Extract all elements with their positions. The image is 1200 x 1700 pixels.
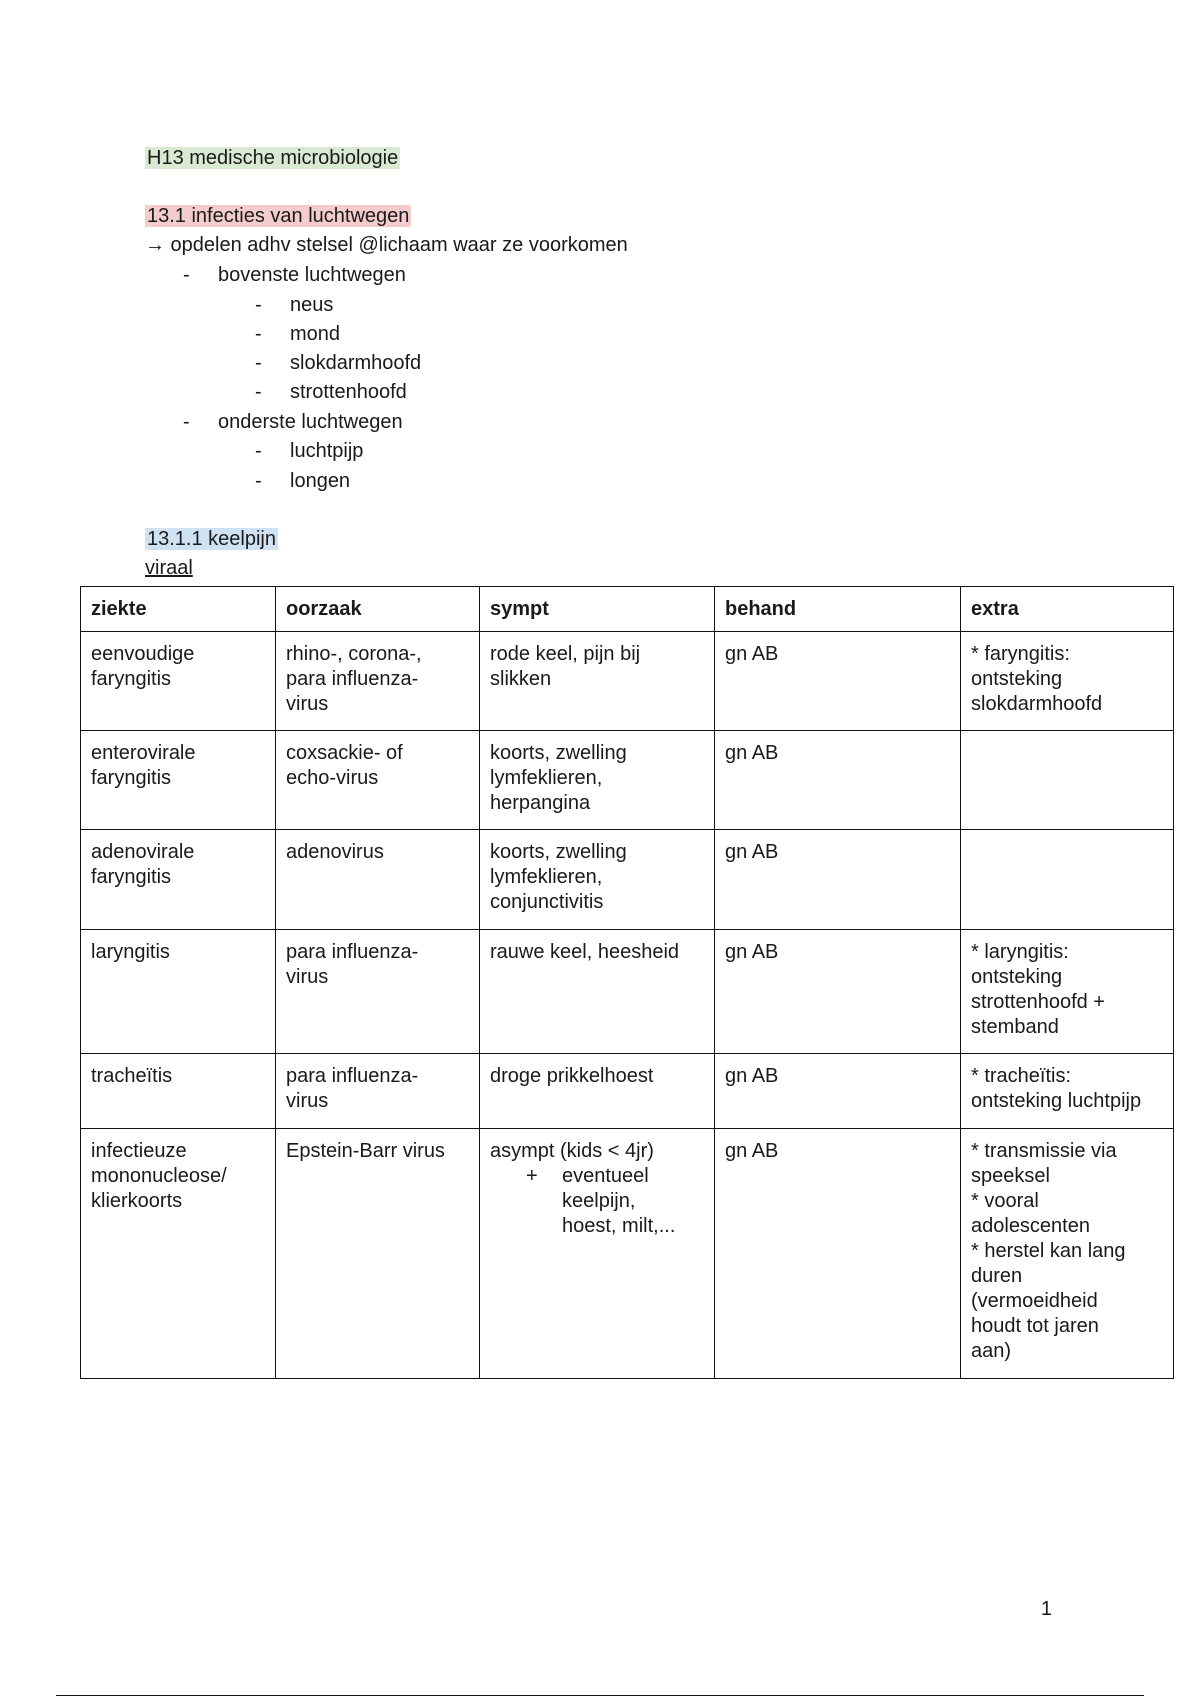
outline-lower-label: onderste luchtwegen <box>218 411 403 433</box>
outline-upper-item: neus <box>290 294 334 316</box>
page-number: 1 <box>1040 1598 1052 1620</box>
cell-extra <box>961 830 1174 930</box>
sympt-sub-bullet <box>526 1164 704 1239</box>
cell-ziekte: tracheïtis <box>81 1054 276 1129</box>
column-header-ziekte: ziekte <box>81 587 276 632</box>
cell-ziekte: infectieuze mononucleose/ klierkoorts <box>81 1129 276 1379</box>
outline-upper-label: bovenste luchtwegen <box>218 264 406 286</box>
table-row <box>81 830 1174 930</box>
cell-behand: gn AB <box>715 632 961 731</box>
column-header-oorzaak: oorzaak <box>276 587 480 632</box>
outline-upper-item: strottenhoofd <box>290 381 407 403</box>
table-row <box>81 1129 1174 1379</box>
cell-oorzaak: para influenza- virus <box>276 1054 480 1129</box>
bullet-dash: - <box>255 294 262 316</box>
cell-oorzaak: para influenza- virus <box>276 930 480 1054</box>
document-title <box>145 145 400 171</box>
sympt-sub-text: eventueel keelpijn, hoest, milt,... <box>562 1165 676 1237</box>
cell-ziekte: adenovirale faryngitis <box>81 830 276 930</box>
cell-sympt: rode keel, pijn bij slikken <box>480 632 715 731</box>
viral-sore-throat-table <box>80 586 1174 1379</box>
cell-oorzaak: adenovirus <box>276 830 480 930</box>
table-header-row <box>81 587 1174 632</box>
section-heading <box>145 203 411 229</box>
cell-oorzaak: rhino-, corona-, para influenza- virus <box>276 632 480 731</box>
cell-behand: gn AB <box>715 1054 961 1129</box>
column-header-extra: extra <box>961 587 1174 632</box>
cell-behand: gn AB <box>715 830 961 930</box>
cell-sympt: rauwe keel, heesheid <box>480 930 715 1054</box>
column-header-sympt: sympt <box>480 587 715 632</box>
cell-behand: gn AB <box>715 930 961 1054</box>
bullet-dash: - <box>255 352 262 374</box>
cell-extra: * tracheïtis: ontsteking luchtpijp <box>961 1054 1174 1129</box>
cell-sympt <box>480 1129 715 1379</box>
cell-extra <box>961 731 1174 830</box>
cell-sympt: droge prikkelhoest <box>480 1054 715 1129</box>
cell-ziekte: laryngitis <box>81 930 276 1054</box>
table-row <box>81 632 1174 731</box>
section-heading-text: 13.1 infecties van luchtwegen <box>147 205 410 227</box>
outline-upper-item: slokdarmhoofd <box>290 352 422 374</box>
outline-lower-item: luchtpijp <box>290 440 364 462</box>
table-row <box>81 930 1174 1054</box>
intro-line: → opdelen adhv stelsel @lichaam waar ze voorkomen <box>145 234 628 256</box>
cell-ziekte: enterovirale faryngitis <box>81 731 276 830</box>
outline-upper-item: mond <box>290 323 341 345</box>
bullet-dash: - <box>255 470 262 492</box>
bullet-dash: - <box>255 381 262 403</box>
cell-sympt: koorts, zwelling lymfeklieren, conjunctivitis <box>480 830 715 930</box>
bullet-dash: - <box>183 264 190 286</box>
bullet-dash: - <box>255 440 262 462</box>
cell-sympt-main: asympt (kids < 4jr) <box>490 1140 654 1162</box>
cell-behand: gn AB <box>715 1129 961 1379</box>
column-header-behand: behand <box>715 587 961 632</box>
footer-divider <box>56 1695 1144 1696</box>
plus-bullet-mark: + <box>526 1165 538 1187</box>
cell-ziekte: eenvoudige faryngitis <box>81 632 276 731</box>
cell-extra: * laryngitis: ontsteking strottenhoofd + stemband <box>961 930 1174 1054</box>
cell-sympt: koorts, zwelling lymfeklieren, herpangina <box>480 731 715 830</box>
cell-behand: gn AB <box>715 731 961 830</box>
cell-oorzaak: coxsackie- of echo-virus <box>276 731 480 830</box>
subsection-note: viraal <box>145 557 193 579</box>
bullet-dash: - <box>183 411 190 433</box>
table-row <box>81 1054 1174 1129</box>
subsection-heading-text: 13.1.1 keelpijn <box>147 528 276 550</box>
bullet-dash: - <box>255 323 262 345</box>
document-title-text: H13 medische microbiologie <box>147 147 399 169</box>
cell-extra: * transmissie via speeksel * vooral adolescenten * herstel kan lang duren (vermoeidheid houdt tot jaren aan) <box>961 1129 1174 1379</box>
table-row <box>81 731 1174 830</box>
outline-lower-item: longen <box>290 470 351 492</box>
subsection-heading <box>145 526 278 552</box>
cell-extra: * faryngitis: ontsteking slokdarmhoofd <box>961 632 1174 731</box>
cell-oorzaak: Epstein-Barr virus <box>276 1129 480 1379</box>
